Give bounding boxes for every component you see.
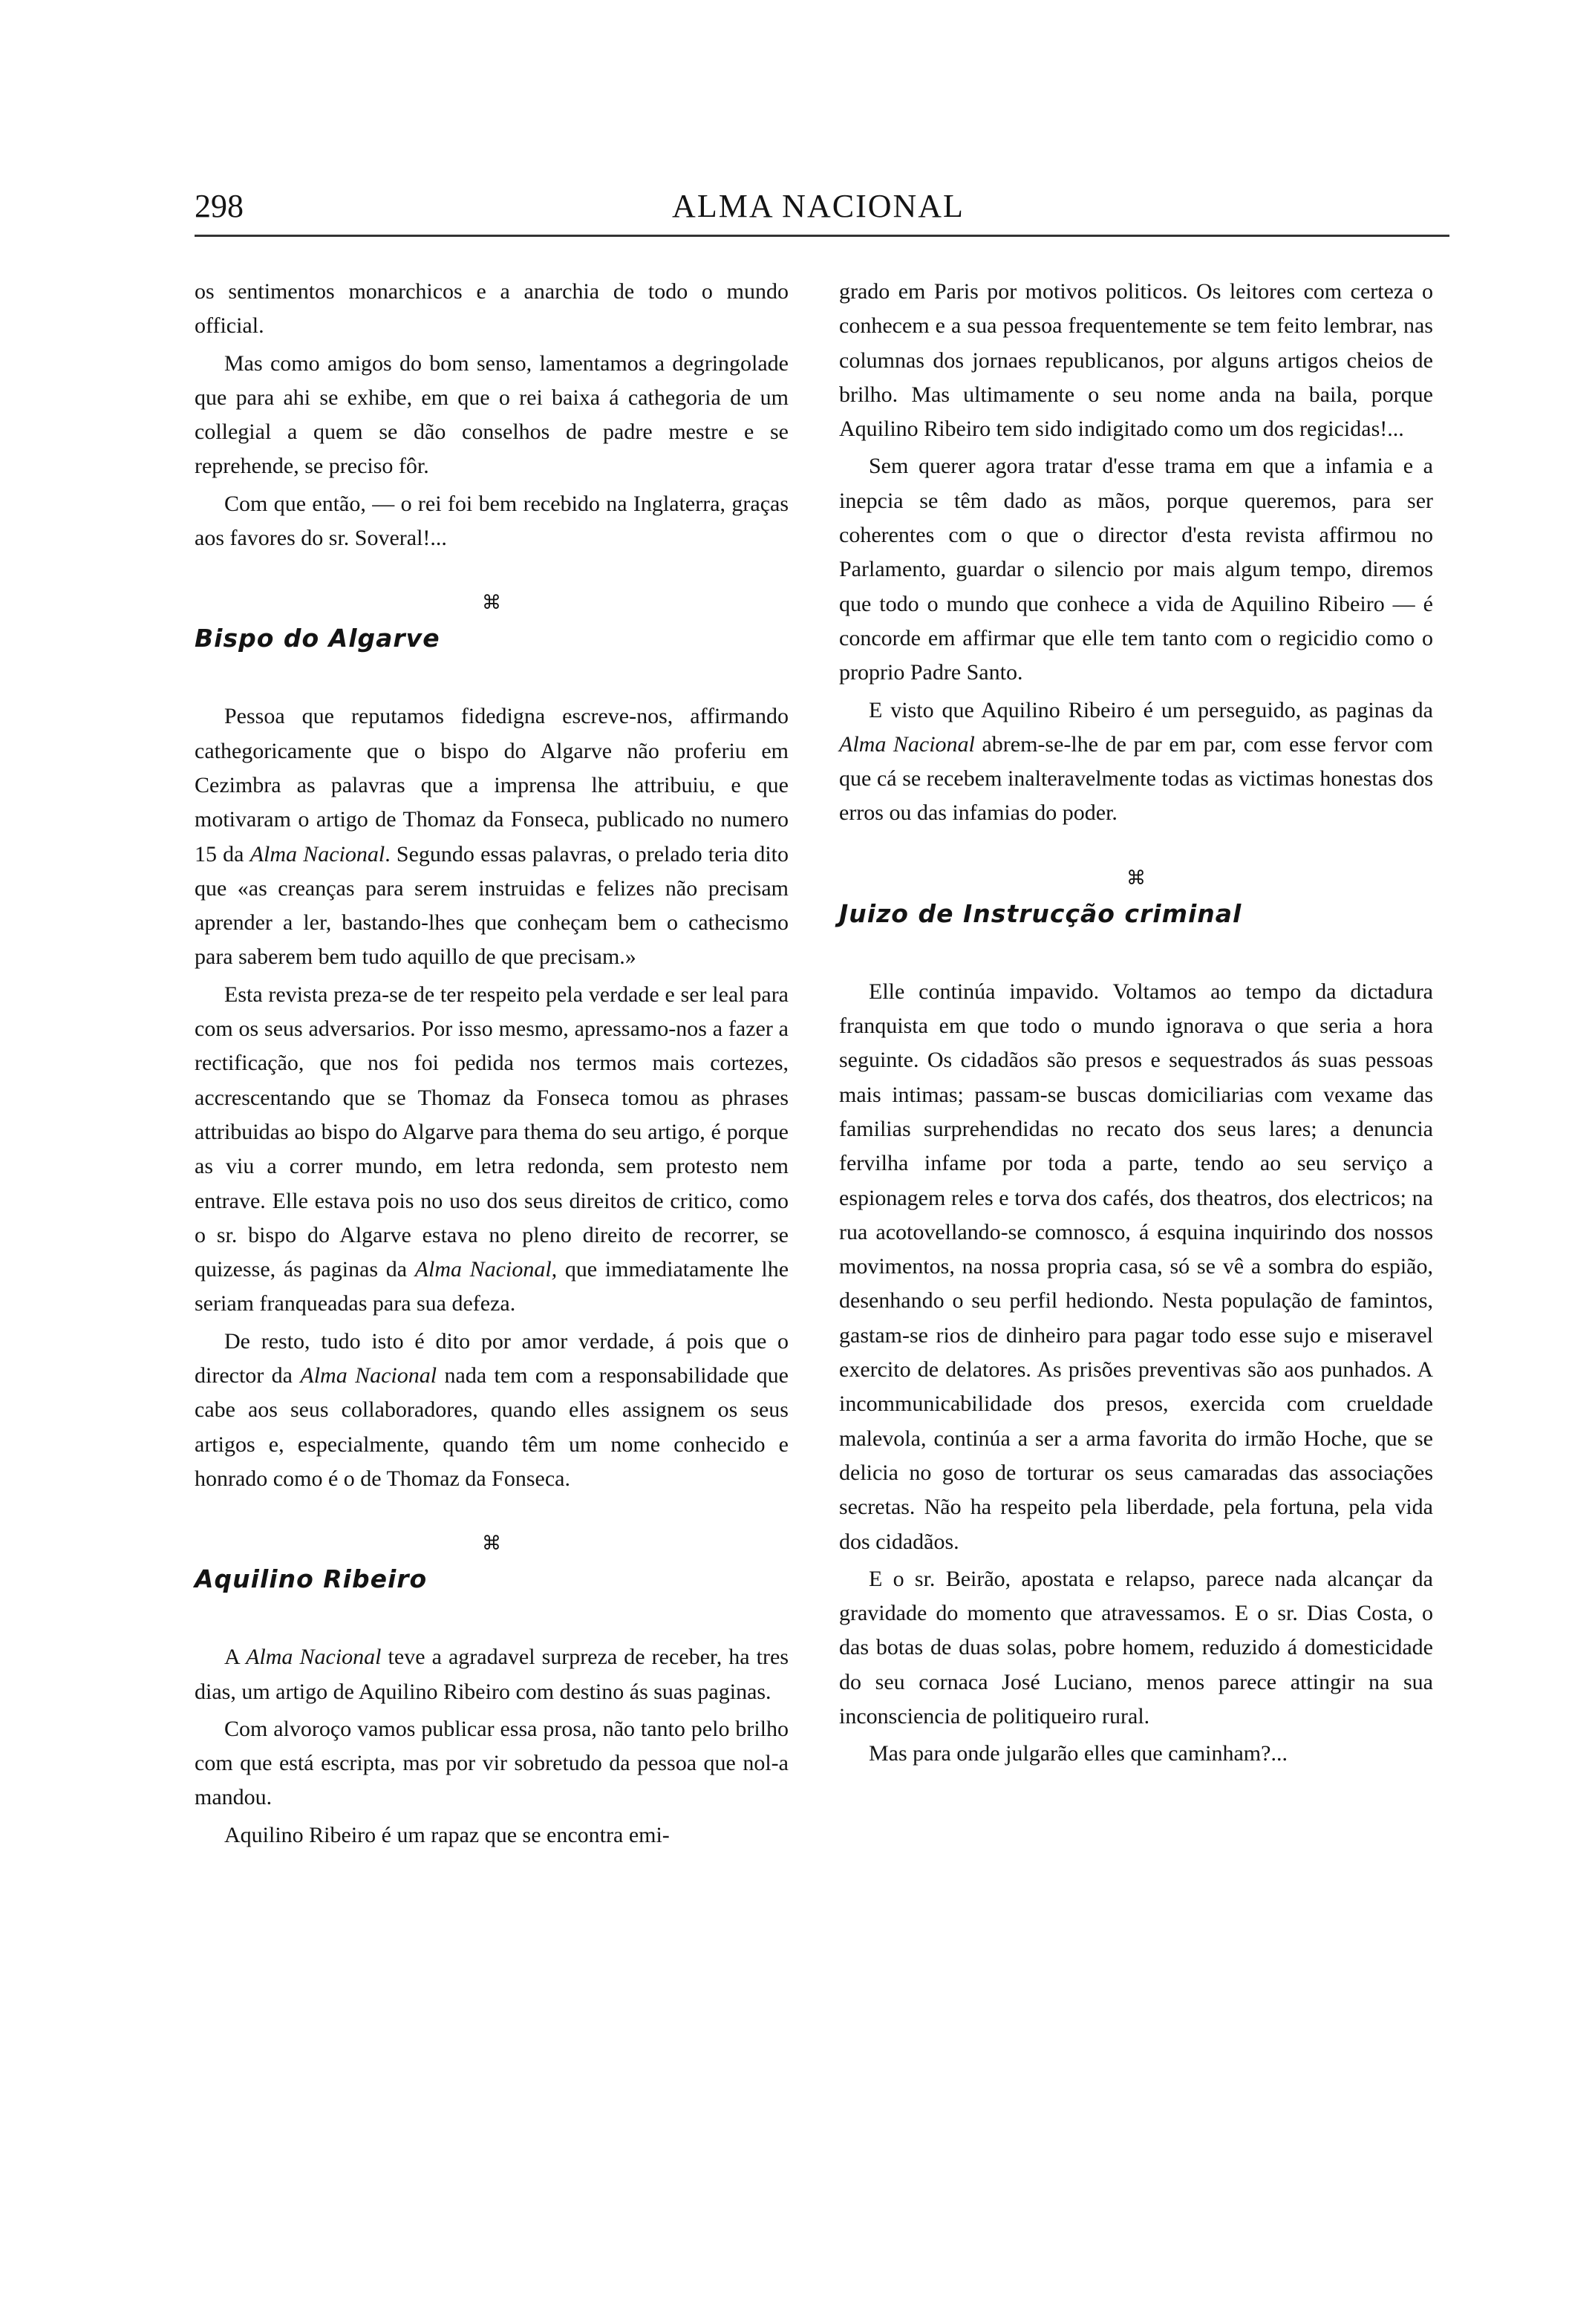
section-ornament-icon: ⌘: [482, 592, 501, 615]
paragraph: E visto que Aquilino Ribeiro é um perseguido, as paginas da Alma Nacional abrem-se-lhe de par em par, com esse fervor com que cá se recebem inalteravelmente todas as victimas honestas dos erros ou das infamias do poder.: [839, 697, 1433, 826]
page-header: [195, 184, 1442, 229]
paragraph: Mas como amigos do bom senso, lamentamos a degringolade que para ahi se exhibe, em que o rei baixa á cathegoria de um collegial a quem se dão conselhos de padre mestre e se reprehende, se preciso fôr.: [195, 350, 789, 479]
paragraph: Sem querer agora tratar d'esse trama em que a infamia e a inepcia se têm dado as mãos, porque queremos, para ser coherentes com o que o director d'esta revista affirmou no Parlamento, guardar o silencio por mais algum tempo, diremos que todo o mundo que conhece a vida de Aquilino Ribeiro — é concorde em affirmar que elle tem tanto com o regicidio como o proprio Padre Santo.: [839, 454, 1433, 685]
journal-title: ALMA NACIONAL: [672, 188, 965, 224]
paragraph: Esta revista preza-se de ter respeito pela verdade e ser leal para com os seus adversarios. Por isso mesmo, apressamo-nos a fazer a rectificação, que nos foi pedida nos termos mais cortezes, accrescentando que se Thomaz da Fonseca tomou as phrases attribuidas ao bispo do Algarve para thema do seu artigo, é porque as viu a correr mundo, em letra redonda, sem protesto nem entrave. Elle estava pois no uso dos seus direitos de critico, como o sr. bispo do Algarve estava no pleno direito de recorrer, se quizesse, ás paginas da Alma Nacional, que immediatamente lhe seriam franqueadas para sua defeza.: [195, 982, 789, 1316]
section-title-juizo: Juizo de Instrucção criminal: [839, 898, 1242, 928]
paragraph: Com que então, — o rei foi bem recebido na Inglaterra, graças aos favores do sr. Soveral!...: [195, 491, 789, 551]
paragraph: grado em Paris por motivos politicos. Os leitores com certeza o conhecem e a sua pessoa frequentemente se tem feito lembrar, nas columnas dos jornaes republicanos, por alguns artigos cheios de brilho. Mas ultimamente o seu nome anda na baila, porque Aquilino Ribeiro tem sido indigitado como um dos regicidas!...: [839, 279, 1433, 442]
paragraph: A Alma Nacional teve a agradavel surpreza de receber, ha tres dias, um artigo de Aquilino Ribeiro com destino ás suas paginas.: [195, 1645, 789, 1704]
right-column: [839, 275, 1433, 1775]
paragraph: Com alvoroço vamos publicar essa prosa, não tanto pelo brilho com que está escripta, mas por vir sobretudo da pessoa que nol-a mandou.: [195, 1716, 789, 1810]
paragraph: os sentimentos monarchicos e a anarchia de todo o mundo official.: [195, 279, 789, 339]
paragraph: De resto, tudo isto é dito por amor verdade, á pois que o director da Alma Nacional nada tem com a responsabilidade que cabe aos seus collaboradores, quando elles assignem os seus artigos e, especialmente, quando têm um nome conhecido e honrado como é o de Thomaz da Fonseca.: [195, 1328, 789, 1491]
paragraph: Aquilino Ribeiro é um rapaz que se encontra emi-: [224, 1822, 670, 1847]
left-column: [195, 275, 789, 1855]
section-title-bispo: Bispo do Algarve: [195, 624, 440, 653]
header-rule: [195, 235, 1449, 237]
page-number: 298: [195, 188, 244, 224]
section-title-aquilino: Aquilino Ribeiro: [195, 1564, 428, 1594]
section-ornament-icon: ⌘: [482, 1533, 501, 1556]
paragraph: Elle continúa impavido. Voltamos ao tempo da dictadura franquista em que todo o mundo ignorava o que seria a hora seguinte. Os cidadãos são presos e sequestrados ás suas pessoas mais intimas; passam-se buscas domiciliarias com vexame das familias surprehendidas no recato dos seus lares; a denuncia fervilha infame por toda a parte, tendo ao seu serviço a espionagem reles e torva dos cafés, dos theatros, dos electricos; na rua acotovellando-se comnosco, á esquina inquirindo dos nossos movimentos, na nossa propria casa, só se vê a sombra do espião, desenhando o seu perfil hediondo. Nesta população de famintos, gastam-se rios de dinheiro para pagar todo esse sujo e miseravel exercito de delatores. As prisões preventivas são aos punhados. A incommunicabilidade dos presos, exercida com crueldade malevola, continúa a ser a arma favorita do irmão Hoche, que se delicia no goso de torturar os seus camaradas das associações secretas. Não ha respeito pela liberdade, pela fortuna, pela vida dos cidadãos.: [839, 979, 1433, 1554]
paragraph: Pessoa que reputamos fidedigna escreve-nos, affirmando cathegoricamente que o bispo do Algarve não proferiu em Cezimbra as palavras que a imprensa lhe attribuiu, e que motivaram o artigo de Thomaz da Fonseca, publicado no numero 15 da Alma Nacional. Segundo essas palavras, o prelado teria dito que «as creanças para serem instruidas e felizes não precisam aprender a ler, bastando-lhes que conheçam bem o cathecismo para saberem bem tudo aquillo de que precisam.»: [195, 704, 789, 970]
paragraph: Mas para onde julgarão elles que caminham?...: [869, 1741, 1288, 1766]
paragraph: E o sr. Beirão, apostata e relapso, parece nada alcançar da gravidade do momento que atravessamos. E o sr. Dias Costa, o das botas de duas solas, pobre homem, reduzido á domesticidade do seu cornaca José Luciano, menos parece attingir na sua inconsciencia de politiqueiro rural.: [839, 1566, 1433, 1729]
section-ornament-icon: ⌘: [1126, 866, 1146, 890]
